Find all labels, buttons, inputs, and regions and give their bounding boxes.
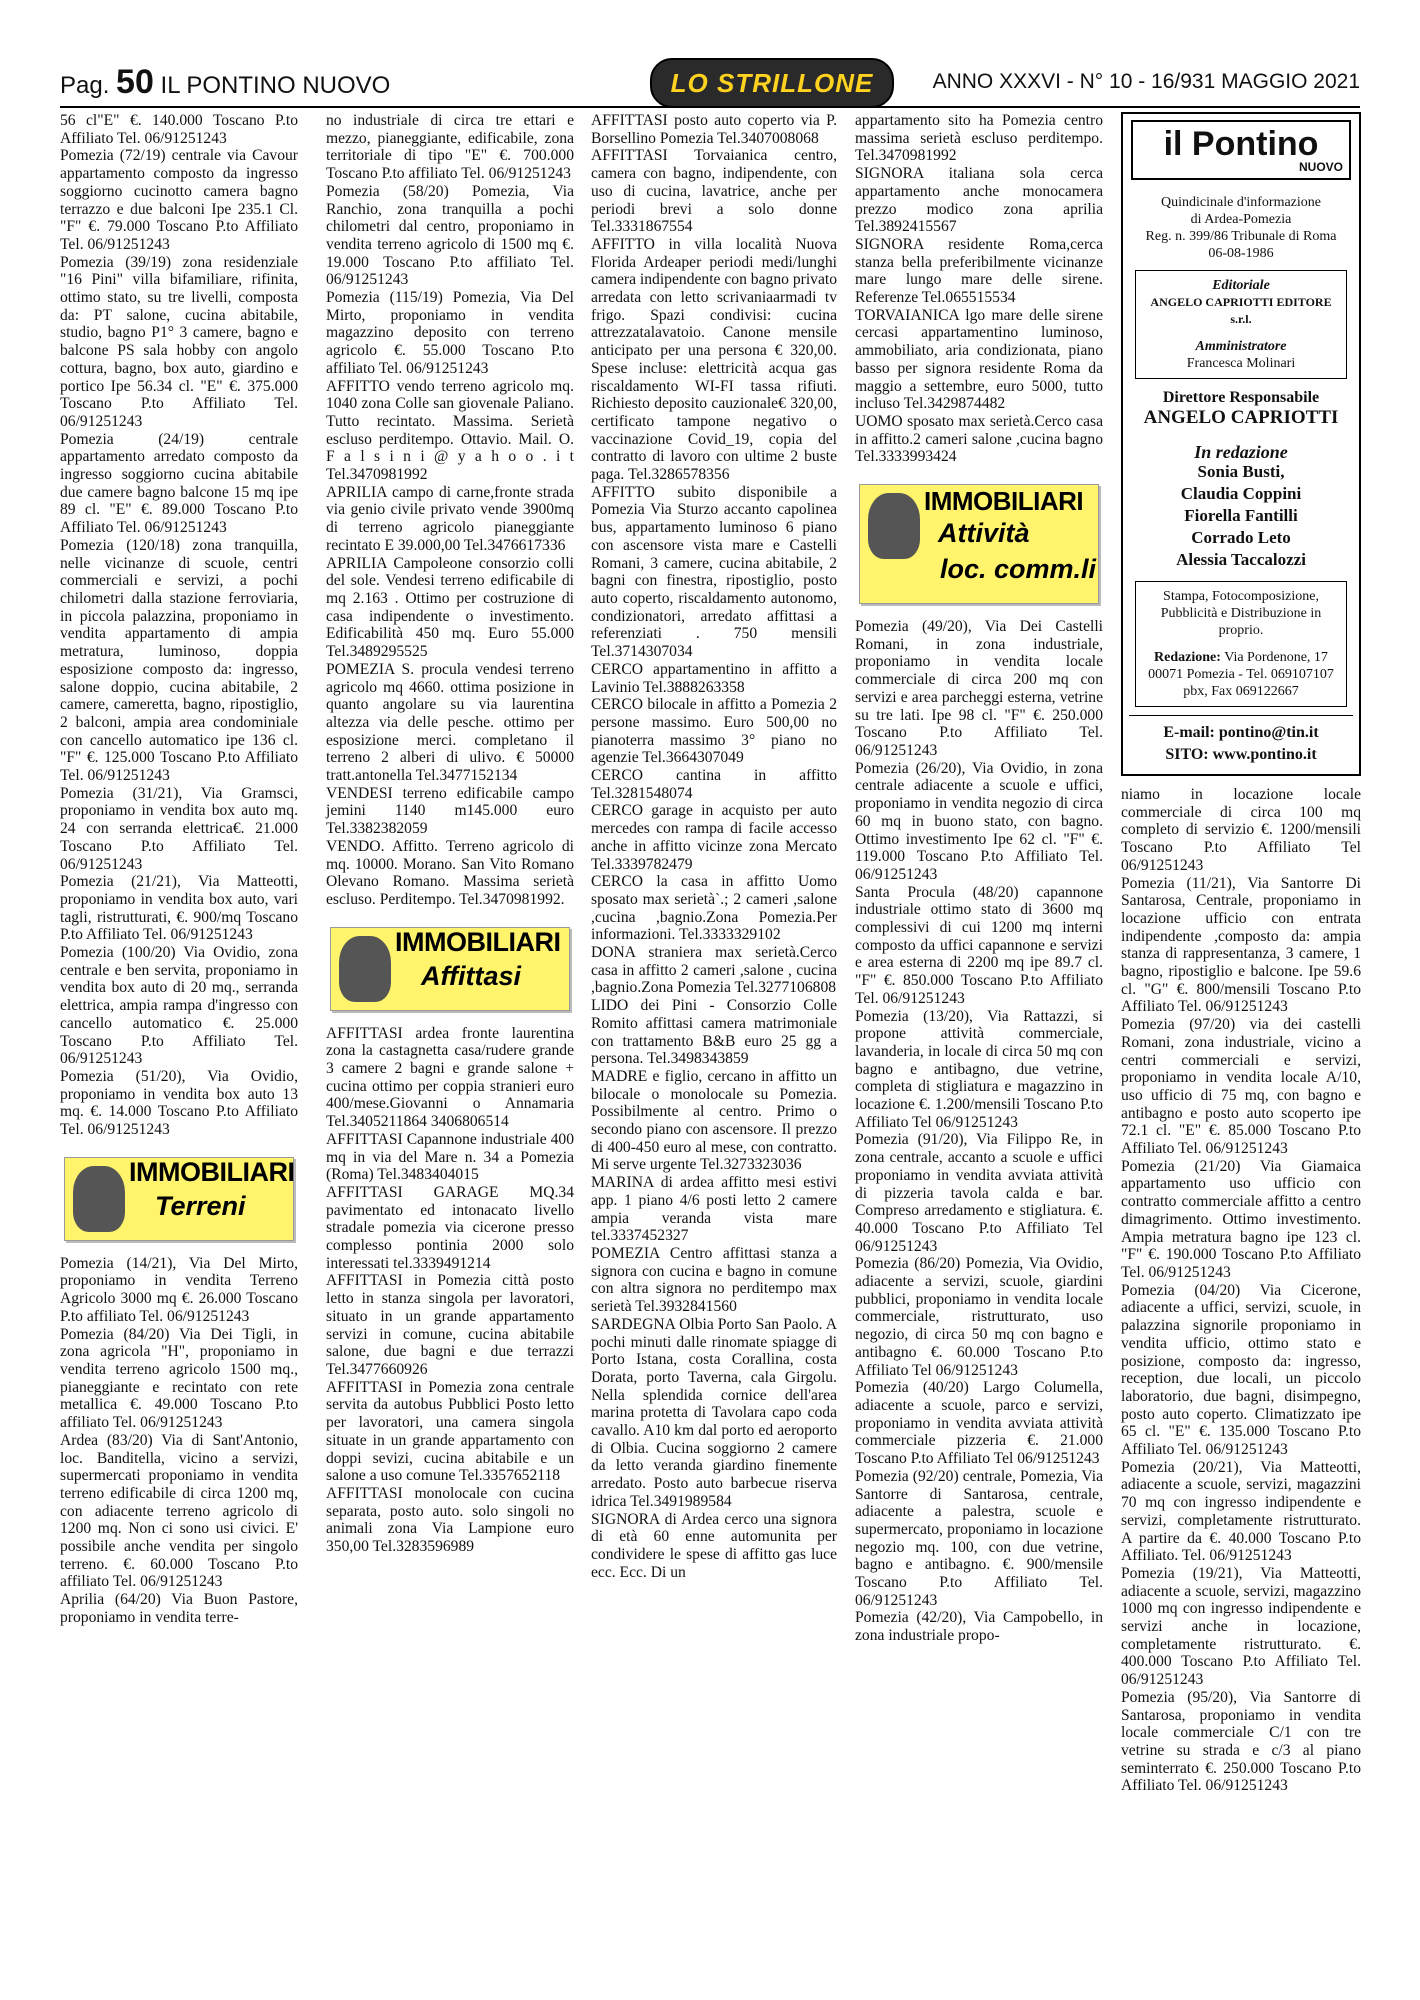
classified-ad: POMEZIA S. procula vendesi terreno agricolo mq 4660. ottima posizione in quanto angolare su via laurentina altezza via delle pesche. ottimo per esposizione merci. completano il terreno 2 alberi di ulivo. € 50000 tratt.antonella Tel.3477152134 xyxy=(326,660,574,785)
classified-ad: no industriale di circa tre ettari e mezzo, pianeggiante, edificabile, zona territoriale di tipo "E" €. 700.000 Toscano P.to affiliato Tel. 06/91251243 xyxy=(326,112,574,183)
classified-ad: Pomezia (91/20), Via Filippo Re, in zona centrale, accanto a scuole e uffici proponiamo in vendita avviata attività di pizzeria tavola calda e bar. Compreso arredamento e stigliatura. €. 40.000 Toscano P.to Affiliato Tel 06/91251243 xyxy=(855,1131,1103,1255)
classified-ad: 56 cl"E" €. 140.000 Toscano P.to Affiliato Tel. 06/91251243 xyxy=(60,112,298,147)
classified-ad: Pomezia (42/20), Via Campobello, in zona industriale propo- xyxy=(855,1609,1103,1645)
direttore-label: Direttore Responsabile xyxy=(1162,389,1320,406)
banner-immobiliari-affittasi xyxy=(330,927,570,1011)
classified-ad: Pomezia (115/19) Pomezia, Via Del Mirto, proponiamo in vendita magazzino deposito con terreno agricolo €. 55.000 Toscano P.to affiliato Tel. 06/91251243 xyxy=(326,289,574,377)
classified-ad: Pomezia (21/20) Via Giamaica appartamento uso ufficio con contratto commerciale affitto a centro dimagrimento. Ottimo investimento. Ampia metratura bagno ipe 123 cl. "F" €. 190.000 Toscano P.to Affiliato Tel. 06/91251243 xyxy=(1121,1157,1361,1281)
classified-ad: SARDEGNA Olbia Porto San Paolo. A pochi minuti dalle rinomate spiagge di Porto Istana, costa Corallina, costa Dorata, porto Taverna, cala Girgolu. Nella splendida cornice dell'area marina protetta di Tavolara capo coda cavallo. A10 km dal porto ed aeroporto di Olbia. Cucina soggiorno 2 camere da letto veranda giardino finemente arredato. Posto auto barbecue riserva idrica Tel.3491989584 xyxy=(591,1315,837,1510)
classified-ad: Pomezia (92/20) centrale, Pomezia, Via Santorre di Santarosa, centrale, adiacente a palestra, scuole e supermercato, proponiamo in locazione negozio mq. 100, con due vetrine, bagno e antibagno. €. 900/mensile Toscano P.to Affiliato Tel. 06/91251243 xyxy=(855,1467,1103,1609)
editoriale-label: Editoriale xyxy=(1212,278,1270,293)
classified-ad: appartamento sito ha Pomezia centro massima serietà escluso perditempo. Tel.3470981992 xyxy=(855,112,1103,165)
classified-ad: Pomezia (31/21), Via Gramsci, proponiamo in vendita box auto mq. 24 con serranda elettrica€. 21.000 Toscano P.to Affiliato Tel. 06/91251243 xyxy=(60,784,298,873)
classified-ad: AFFITTASI GARAGE MQ.34 pavimentato ed intonacato livello stradale pomezia via cicerone presso complesso pontinia 2000 solo interessati tel.3339491214 xyxy=(326,1183,574,1272)
classified-ad: Pomezia (39/19) zona residenziale "16 Pini" villa bifamiliare, rifinita, ottimo stato, su tre livelli, composta da: PT salone, cucina abitabile, studio, bagno P1° 3 camere, bagno e balcone PS sala hobby con angolo cottura, bagno, box auto, giardino e portico Ipe 56.34 cl. "E" €. 375.000 Toscano P.to Affiliato Tel. 06/91251243 xyxy=(60,253,298,430)
classified-ad: Ardea (83/20) Via di Sant'Antonio, loc. Banditella, vicino a servizi, supermercati proponiamo in vendita terreno edificabile di circa 1200 mq, con adiacente terreno agricolo di 1200 mq. Non ci sono usi civici. E' possibile anche vendita per singolo terreno. €. 60.000 Toscano P.to affiliato Tel. 06/91251243 xyxy=(60,1431,298,1591)
masthead-desc-3: Reg. n. 399/86 Tribunale di Roma xyxy=(1145,229,1337,244)
staff-name: Fiorella Fantilli xyxy=(1184,506,1298,525)
classified-ad: niamo in locazione locale commerciale di circa 100 mq completo di servizio €. 1200/mensili Toscano P.to Affiliato Tel 06/91251243 xyxy=(1121,786,1361,874)
col4-after-list xyxy=(855,618,1103,1645)
column-3 xyxy=(591,112,837,1581)
classified-ad: AFFITTASI ardea fronte laurentina zona la castagnetta casa/rudere grande 3 camere 2 bagni e grande salone + cucina ottimo per coppia stranieri euro 400/mese.Giovanni o Annamaria Tel.3405211864 3406806514 xyxy=(326,1024,574,1131)
column-2 xyxy=(326,112,574,1556)
staff-name: Sonia Busti, xyxy=(1197,462,1285,481)
issue-info: ANNO XXXVI - N° 10 - 16/931 MAGGIO 2021 xyxy=(932,70,1360,93)
banner-title: IMMOBILIARI xyxy=(395,926,561,957)
email-link[interactable]: E-mail: pontino@tin.it xyxy=(1163,724,1319,741)
amministratore-name: Francesca Molinari xyxy=(1186,356,1296,371)
classified-ad: Pomezia (14/21), Via Del Mirto, proponiamo in vendita Terreno Agricolo 3000 mq €. 26.000 Toscano P.to affiliato Tel. 06/91251243 xyxy=(60,1254,298,1325)
classified-ad: Pomezia (04/20) Via Cicerone, adiacente a uffici, servizi, scuole, in palazzina signorile proponiamo in vendita ufficio, ottimo stato e posizione, composto da: ingresso, reception, due locali, un piccolo laboratorio, due bagni, disimpegno, posto auto coperto. Climatizzato ipe 65 cl. "E" €. 135.000 Toscano P.to Affiliato Tel. 06/91251243 xyxy=(1121,1281,1361,1459)
classified-ad: Pomezia (20/21), Via Matteotti, adiacente a scuole, servizi, magazzini 70 mq con ingresso indipendente e servizi, completamente ristrutturato. A partire da €. 40.000 Toscano P.to Affiliato. Tel. 06/91251243 xyxy=(1121,1458,1361,1565)
banner-immobiliari-terreni xyxy=(64,1157,294,1241)
pontino-logo xyxy=(1131,120,1351,180)
mascot-icon xyxy=(339,936,391,1002)
classified-ad: AFFITTASI Torvaianica centro, camera con bagno, indipendente, con uso di cucina, lavatrice, anche per periodi brevi a solo donne Tel.3331867554 xyxy=(591,147,837,236)
classified-ad: POMEZIA Centro affittasi stanza a signora con cucina e bagno in comune con altra signora no perditempo max serietà Tel.3932841560 xyxy=(591,1245,837,1316)
col2-before-list xyxy=(326,112,574,909)
classified-ad: Pomezia (97/20) via dei castelli Romani, zona industriale, vicino a centri commerciali e servizi, proponiamo in vendita locale A/10, uso ufficio di 75 mq, con bagno e antibagno e posto auto scoperto ipe 72.1 cl. "E" €. 85.000 Toscano P.to Affiliato Tel. 06/91251243 xyxy=(1121,1016,1361,1158)
classified-ad: APRILIA campo di carne,fronte strada via genio civile privato vende 3900mq di terreno agricolo pianeggiante recintato E 39.000,00 Tel.3476617336 xyxy=(326,483,574,554)
banner-title: IMMOBILIARI xyxy=(129,1156,295,1187)
classified-ad: AFFITTO vendo terreno agricolo mq. 1040 zona Colle san giovenale Paliano. Tutto recintato. Massima. Serietà escluso perditempo. Ottavio. Mail. O. F a l s i n i @ y a h o o . i t Tel.3470981992 xyxy=(326,377,574,484)
col5-list xyxy=(1121,786,1361,1795)
column-5 xyxy=(1121,112,1361,1795)
lo-strillone-logo: LO STRILLONE xyxy=(650,58,894,108)
masthead-box xyxy=(1121,112,1361,776)
staff-name: Claudia Coppini xyxy=(1180,484,1302,503)
banner-subtitle: Affittasi xyxy=(421,960,522,991)
classified-ad: Pomezia (120/18) zona tranquilla, nelle vicinanze di scuole, centri commerciali e servizi, a pochi chilometri dalla stazione ferroviaria, in piccola palazzina, proponiamo in vendita appartamento di ampia metratura, luminoso, doppia esposizione composto da: ingresso, salone doppio, cucina abitabile, 2 camere, cameretta, bagno, ripostiglio, 2 balconi, ampia area condominiale con cancello automatico ipe 136 cl. "F" €. 125.000 Toscano P.to Affiliato Tel. 06/91251243 xyxy=(60,536,298,785)
masthead-desc-1: Quindicinale d'informazione xyxy=(1161,195,1321,210)
classified-ad: AFFITTASI in Pomezia zona centrale servita da autobus Pubblici Posto letto per lavoratori, una camera singola situate in un grande appartamento con doppi sevizi, cucina abitabile e un salone a uso comune Tel.3357652118 xyxy=(326,1378,574,1485)
website-link[interactable]: SITO: www.pontino.it xyxy=(1165,746,1317,763)
classified-ad: Pomezia (26/20), Via Ovidio, in zona centrale adiacente a scuole e uffici, proponiamo in vendita negozio di circa 60 mq in buono stato, con bagno. Ottimo investimento Ipe 62 cl. "F" €. 119.000 Toscano P.to Affiliato Tel. 06/91251243 xyxy=(855,759,1103,883)
classified-ad: AFFITTO subito disponibile a Pomezia Via Sturzo accanto capolinea bus, appartamento luminoso 6 piano con ascensore vista mare e Castelli Romani, 3 camere, cucina abitabile, 2 bagni con finestra, ripostiglio, posto auto coperto, riscaldamento autonomo, condizionatori, arredato affittasi a referenziati . 750 mensili Tel.3714307034 xyxy=(591,483,837,661)
classified-ad: MADRE e figlio, cercano in affitto un bilocale o monolocale su Pomezia. Possibilmente al centro. Primo o secondo piano con ascensore. Il prezzo di 400-450 euro al mese, con contratto. Mi serve urgente Tel.3273323036 xyxy=(591,1067,837,1174)
classified-ad: TORVAIANICA lgo mare delle sirene cercasi appartamentino luminoso, ammobiliato, aria condizionata, piano basso per signora residente Roma da maggio a settembre, euro 5000, tutto incluso Tel.3429874482 xyxy=(855,306,1103,413)
classified-ad: SIGNORA residente Roma,cerca stanza bella preferibilmente vicinanze mare lungo mare delle sirene. Referenze Tel.065515534 xyxy=(855,235,1103,307)
stampa-note: Stampa, Fotocomposizione, Pubblicità e Distribuzione in proprio. xyxy=(1160,589,1322,638)
classified-ad: Pomezia (51/20), Via Ovidio, proponiamo in vendita box auto 13 mq. €. 14.000 Toscano P.to Affiliato Tel. 06/91251243 xyxy=(60,1067,298,1139)
classified-ad: SIGNORA italiana sola cerca appartamento anche monocamera prezzo modico zona aprilia Tel.3892415567 xyxy=(855,165,1103,236)
classified-ad: Pomezia (24/19) centrale appartamento arredato composto da ingresso soggiorno cucina abitabile due camere bagno balcone 15 mq ipe 89 cl. "E" €. 89.000 Toscano P.to Affiliato Tel. 06/91251243 xyxy=(60,430,298,537)
mascot-icon xyxy=(73,1166,125,1232)
classified-ad: CERCO la casa in affitto Uomo sposato max serietà`.; 2 cameri ,salone ,cucina ,bagnio.Zona Pomezia.Per informazioni. Tel.3333329102 xyxy=(591,873,837,944)
classified-ad: UOMO sposato max serietà.Cerco casa in affitto.2 cameri salone ,cucina bagno Tel.3333993424 xyxy=(855,412,1103,466)
classified-ad: VENDO. Affitto. Terreno agricolo di mq. 10000. Morano. San Vito Romano Olevano Romano. Massima serietà escluso. Perditempo. Tel.3470981992. xyxy=(326,837,574,908)
staff-name: Alessia Taccalozzi xyxy=(1176,550,1306,569)
classified-ad: SIGNORA di Ardea cerco una signora di età 60 enne automunita per condividere le spese di affitto gas luce ecc. Ecc. Di un xyxy=(591,1510,837,1581)
classified-ad: Aprilia (64/20) Via Buon Pastore, proponiamo in vendita terre- xyxy=(60,1591,298,1626)
classified-ad: Pomezia (21/21), Via Matteotti, proponiamo in vendita box auto, vari tagli, ristrutturati, €. 900/mq Toscano P.to Affiliato Tel. 06/91251243 xyxy=(60,873,298,944)
classified-ad: Pomezia (86/20) Pomezia, Via Ovidio, adiacente a servizi, scuole, giardini pubblici, proponiamo in vendita locale commerciale, ristrutturato, uso negozio, di circa 50 mq con bagno e antibagno €. 60.000 Toscano P.to Affiliato Tel 06/91251243 xyxy=(855,1255,1103,1379)
banner-subtitle: Terreni xyxy=(155,1190,246,1221)
masthead-subtitle: NUOVO xyxy=(1298,160,1343,174)
amministratore-label: Amministratore xyxy=(1195,339,1287,354)
classified-ad: Pomezia (84/20) Via Dei Tigli, in zona agricola "H", proponiamo in vendita terreno agricolo 1500 mq., pianeggiante e recintato con rete metallica €. 49.000 Toscano P.to affiliato Tel. 06/91251243 xyxy=(60,1325,298,1432)
classified-ad: DONA straniera max serietà.Cerco casa in affitto 2 cameri ,salone , cucina ,bagnio.Zona Pomezia Tel.3277106808 xyxy=(591,944,837,997)
redazione-address: Via Pordenone, 17 00071 Pomezia - Tel. 069107107 pbx, Fax 069122667 xyxy=(1148,650,1334,699)
page-number: 50 xyxy=(116,63,154,101)
column-1 xyxy=(60,112,298,1627)
col1-after-list xyxy=(60,1255,298,1627)
staff-name: Corrado Leto xyxy=(1191,528,1291,547)
classified-ad: Pomezia (40/20) Largo Columella, adiacente a scuole, parco e servizi, proponiamo in vendita avviata attività commerciale pizzeria €. 21.000 Toscano P.to Affiliato Tel 06/91251243 xyxy=(855,1379,1103,1468)
page-label: Pag. xyxy=(60,72,110,99)
classified-ad: AFFITTASI Capannone industriale 400 mq in via del Mare n. 34 a Pomezia (Roma) Tel.3483404015 xyxy=(326,1130,574,1184)
classified-ad: Santa Procula (48/20) capannone industriale ottimo stato di 3600 mq complessivi di cui 1200 mq interni composto da uffici capannone e servizi e area esterna di 2200 mq ipe 89.7 cl. "F" €. 850.000 Toscano P.to Affiliato Tel. 06/91251243 xyxy=(855,883,1103,1007)
staff-list xyxy=(1129,461,1353,571)
masthead-desc-2: di Ardea-Pomezia xyxy=(1190,212,1292,227)
classified-ad: MARINA di ardea affitto mesi estivi app. 1 piano 4/6 posti letto 2 camere ampia veranda vista mare tel.3337452327 xyxy=(591,1174,837,1245)
page-header xyxy=(60,62,1360,108)
masthead-desc-4: 06-08-1986 xyxy=(1208,246,1274,261)
classified-ad: AFFITTO in villa località Nuova Florida Ardeaper periodi medi/lunghi camera indipendente con bagno privato arredata con letto scrivaniaarmadi tv frigo. Spazi condivisi: cucina attrezzatalavatoio. Canone mensile anticipato per una persona € 320,00. Spese incluse: elettricità acqua gas riscaldamento WI-FI tassa rifiuti. Richiesto deposito cauzionale€ 320,00, certificato tampone negativo o vaccinazione Covid_19, copia del contratto di lavoro con ultime 2 buste paga. Tel.3286578356 xyxy=(591,235,837,484)
redazione-label: In redazione xyxy=(1194,442,1288,462)
classified-ad: CERCO bilocale in affitto a Pomezia 2 persone massimo. Euro 500,00 no pianoterra massimo 3° piano no agenzie Tel.3664307049 xyxy=(591,696,837,767)
classified-ad: CERCO appartamentino in affitto a Lavinio Tel.3888263358 xyxy=(591,660,837,696)
classified-ad: Pomezia (19/21), Via Matteotti, adiacente a scuole, servizi, magazzino 1000 mq con ingresso indipendente e servizi anche in locazione, completamente ristrutturato. €. 400.000 Toscano P.to Affiliato Tel. 06/91251243 xyxy=(1121,1564,1361,1689)
classified-ad: Pomezia (100/20) Via Ovidio, zona centrale e ben servita, proponiamo in vendita box auto di 20 mq., serranda elettrica, ampia rampa d'ingresso con cancello automatico €. 25.000 Toscano P.to Affiliato Tel. 06/91251243 xyxy=(60,944,298,1068)
masthead-title: il Pontino xyxy=(1163,125,1319,163)
banner-title: IMMOBILIARI xyxy=(924,486,1084,517)
classified-ad: Pomezia (13/20), Via Rattazzi, si propone attività commerciale, lavanderia, in locale di circa 50 mq con bagno e antibagno, due vetrine, completa di stigliatura e magazzino in locazione €. 1.200/mensili Toscano P.to Affiliato Tel 06/91251243 xyxy=(855,1007,1103,1131)
column-4 xyxy=(855,112,1103,1645)
paper-name: IL PONTINO NUOVO xyxy=(160,72,391,99)
page-folio xyxy=(60,62,390,106)
classified-ad: APRILIA Campoleone consorzio colli del sole. Vendesi terreno edificabile di mq 2.163 . Ottimo per costruzione di casa indipendente o investimento. Edificabilità 450 mq. Euro 55.000 Tel.3489295525 xyxy=(326,554,574,661)
col1-before-list xyxy=(60,112,298,1139)
col4-before-list xyxy=(855,112,1103,466)
mascot-icon xyxy=(868,493,920,559)
classified-ad: LIDO dei Pini - Consorzio Colle Romito affittasi camera matrimoniale con trattamento B&B euro 25 gg a persona. Tel.3498343859 xyxy=(591,997,837,1068)
classified-ad: CERCO cantina in affitto Tel.3281548074 xyxy=(591,767,837,802)
classified-ad: CERCO garage in acquisto per auto mercedes con rampa di facile accesso anche in affitto vicinze zona Mercato Tel.3339782479 xyxy=(591,802,837,873)
col3-list xyxy=(591,112,837,1581)
banner-subtitle-2: loc. comm.li xyxy=(940,554,1097,585)
editorial-box xyxy=(1135,270,1347,379)
editore-name: ANGELO CAPRIOTTI EDITORE s.r.l. xyxy=(1150,295,1332,326)
classified-ad: Pomezia (11/21), Via Santorre Di Santarosa, Centrale, proponiamo in locazione ufficio con entrata indipendente ,composto da: ampia stanza di rappresentanza, 3 camere, 1 bagno, ripostiglio e balcone. Ipe 59.6 cl. "G" €. 800/mensili Toscano P.to Affiliato Tel. 06/91251243 xyxy=(1121,874,1361,1016)
classified-ad: AFFITTASI monolocale con cucina separata, posto auto. solo singoli no animali zona Via Lampione euro 350,00 Tel.3283596989 xyxy=(326,1484,574,1556)
classified-ad: Pomezia (95/20), Via Santorre di Santarosa, proponiamo in vendita locale commerciale C/1 con tre vetrine su strada e c/3 al piano seminterrato €. 250.000 Toscano P.to Affiliato Tel. 06/91251243 xyxy=(1121,1688,1361,1795)
col2-after-list xyxy=(326,1025,574,1556)
classified-ad: AFFITTASI posto auto coperto via P. Borsellino Pomezia Tel.3407008068 xyxy=(591,112,837,147)
classified-ad: Pomezia (72/19) centrale via Cavour appartamento composto da ingresso soggiorno cucinotto camera bagno terrazzo e due balconi Ipe 235.1 Cl. "F" €. 79.000 Toscano P.to Affiliato Tel. 06/91251243 xyxy=(60,147,298,253)
banner-subtitle: Attività xyxy=(938,518,1030,549)
banner-immobiliari-attivita xyxy=(859,484,1099,604)
classified-ad: Pomezia (58/20) Pomezia, Via Ranchio, zona tranquilla a pochi chilometri dal centro, proponiamo in vendita terreno agricolo di 1500 mq €. 19.000 Toscano P.to affiliato Tel. 06/91251243 xyxy=(326,182,574,289)
classified-ad: AFFITTASI in Pomezia città posto letto in stanza singola per lavoratori, situato in un grande appartamento servizi in comune, cucina abitabile salone, due bagni e due terrazzi Tel.3477660926 xyxy=(326,1272,574,1378)
direttore-name: ANGELO CAPRIOTTI xyxy=(1143,407,1339,428)
contact-box xyxy=(1135,581,1347,707)
classified-ad: VENDESI terreno edificabile campo jemini 1140 m145.000 euro Tel.3382382059 xyxy=(326,784,574,838)
redazione-addr-label: Redazione: xyxy=(1154,650,1221,665)
classified-ad: Pomezia (49/20), Via Dei Castelli Romani, in zona industriale, proponiamo in vendita locale commerciale di circa 200 mq con servizi e area parcheggi esterna, vetrine su tre lati. Ipe 98 cl. "F" €. 250.000 Toscano P.to Affiliato Tel. 06/91251243 xyxy=(855,618,1103,759)
